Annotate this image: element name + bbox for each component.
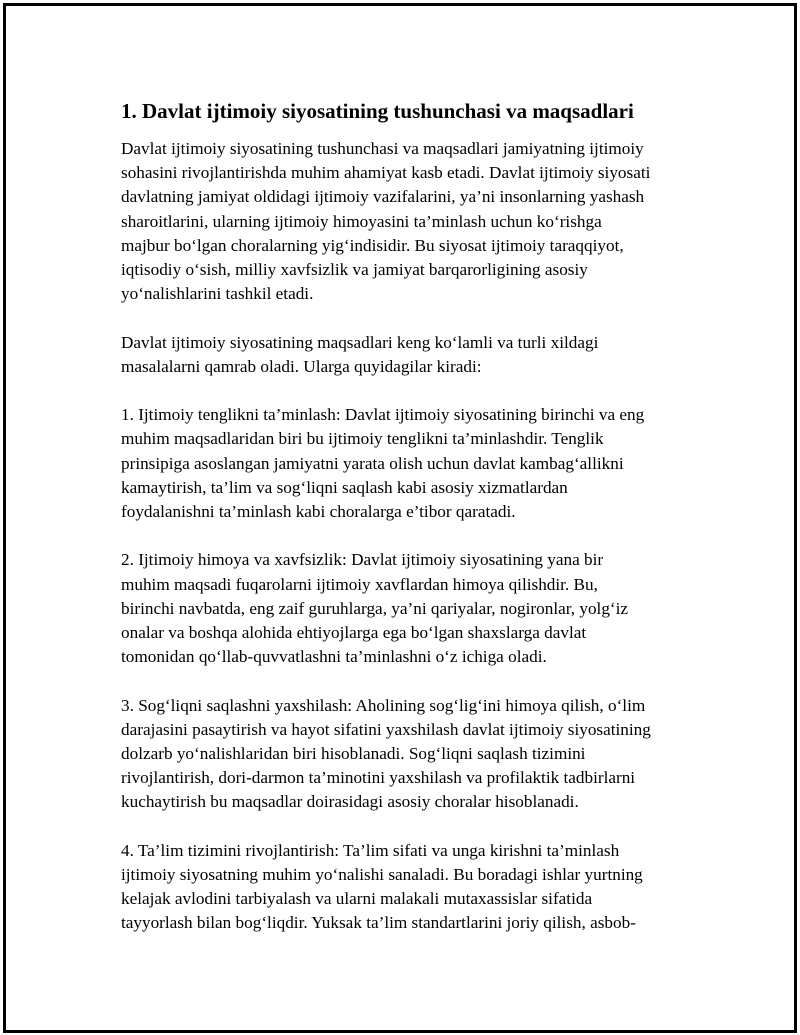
text-line: kamaytirish, ta’lim va sog‘liqni saqlash kabi asosiy xizmatlardan: [121, 477, 568, 497]
text-line: ijtimoiy siyosatning muhim yo‘nalishi sanaladi. Bu boradagi ishlar yurtning: [121, 865, 643, 885]
text-line: darajasini pasaytirish va hayot sifatini yaxshilash davlat ijtimoiy siyosatining: [121, 719, 651, 739]
paragraph-goal-3: [121, 694, 696, 815]
text-line: foydalanishni ta’minlash kabi choralarga e’tibor qaratadi.: [121, 502, 516, 522]
text-line: Davlat ijtimoiy siyosatining maqsadlari keng ko‘lamli va turli xildagi: [121, 332, 599, 352]
text-line: rivojlantirish, dori-darmon ta’minotini yaxshilash va profilaktik tadbirlarni: [121, 768, 636, 788]
page-title: 1. Davlat ijtimoiy siyosatining tushunchasi va maqsadlari: [121, 99, 634, 123]
paragraph-goal-4: [121, 839, 696, 936]
paragraph-intro: [121, 137, 696, 306]
text-line: muhim maqsadlaridan biri bu ijtimoiy tenglikni ta’minlashdir. Tenglik: [121, 429, 604, 449]
text-line: 3. Sog‘liqni saqlashni yaxshilash: Aholining sog‘lig‘ini himoya qilish, o‘lim: [121, 695, 646, 715]
paragraph-goal-1: [121, 403, 696, 524]
text-line: dolzarb yo‘nalishlaridan biri hisoblanadi. Sog‘liqni saqlash tizimini: [121, 744, 586, 764]
text-line: onalar va boshqa alohida ehtiyojlarga ega bo‘lgan shaxslarga davlat: [121, 623, 587, 643]
text-line: kuchaytirish bu maqsadlar doirasidagi asosiy choralar hisoblanadi.: [121, 792, 579, 812]
text-line: tayyorlash bilan bog‘liqdir. Yuksak ta’lim standartlarini joriy qilish, asbob-: [121, 913, 636, 933]
text-line: birinchi navbatda, eng zaif guruhlarga, ya’ni qariyalar, nogironlar, yolg‘iz: [121, 598, 629, 618]
text-line: masalalarni qamrab oladi. Ularga quyidagilar kiradi:: [121, 356, 482, 376]
paragraph-goal-2: [121, 548, 696, 669]
paragraph-goals-intro: [121, 331, 696, 379]
text-line: tomonidan qo‘llab-quvvatlashni ta’minlashni o‘z ichiga oladi.: [121, 647, 547, 667]
text-line: iqtisodiy o‘sish, milliy xavfsizlik va jamiyat barqarorligining asosiy: [121, 260, 588, 280]
document-body: [121, 98, 696, 960]
text-line: yo‘nalishlarini tashkil etadi.: [121, 284, 314, 304]
text-line: muhim maqsadi fuqarolarni ijtimoiy xavflardan himoya qilishdir. Bu,: [121, 574, 598, 594]
text-line: 2. Ijtimoiy himoya va xavfsizlik: Davlat ijtimoiy siyosatining yana bir: [121, 550, 604, 570]
text-line: prinsipiga asoslangan jamiyatni yarata olish uchun davlat kambag‘allikni: [121, 453, 624, 473]
text-line: kelajak avlodini tarbiyalash va ularni malakali mutaxassislar sifatida: [121, 889, 593, 909]
text-line: sohasini rivojlantirishda muhim ahamiyat kasb etadi. Davlat ijtimoiy siyosati: [121, 163, 651, 183]
page-frame: [3, 3, 797, 1033]
text-line: Davlat ijtimoiy siyosatining tushunchasi va maqsadlari jamiyatning ijtimoiy: [121, 139, 644, 158]
text-line: 4. Ta’lim tizimini rivojlantirish: Ta’lim sifati va unga kirishni ta’minlash: [121, 840, 620, 860]
text-line: davlatning jamiyat oldidagi ijtimoiy vazifalarini, ya’ni insonlarning yashash: [121, 187, 645, 207]
text-line: sharoitlarini, ularning ijtimoiy himoyasini ta’minlash uchun ko‘rishga: [121, 211, 602, 231]
text-line: 1. Ijtimoiy tenglikni ta’minlash: Davlat ijtimoiy siyosatining birinchi va eng: [121, 405, 645, 425]
text-line: majbur bo‘lgan choralarning yig‘indisidir. Bu siyosat ijtimoiy taraqqiyot,: [121, 235, 624, 255]
